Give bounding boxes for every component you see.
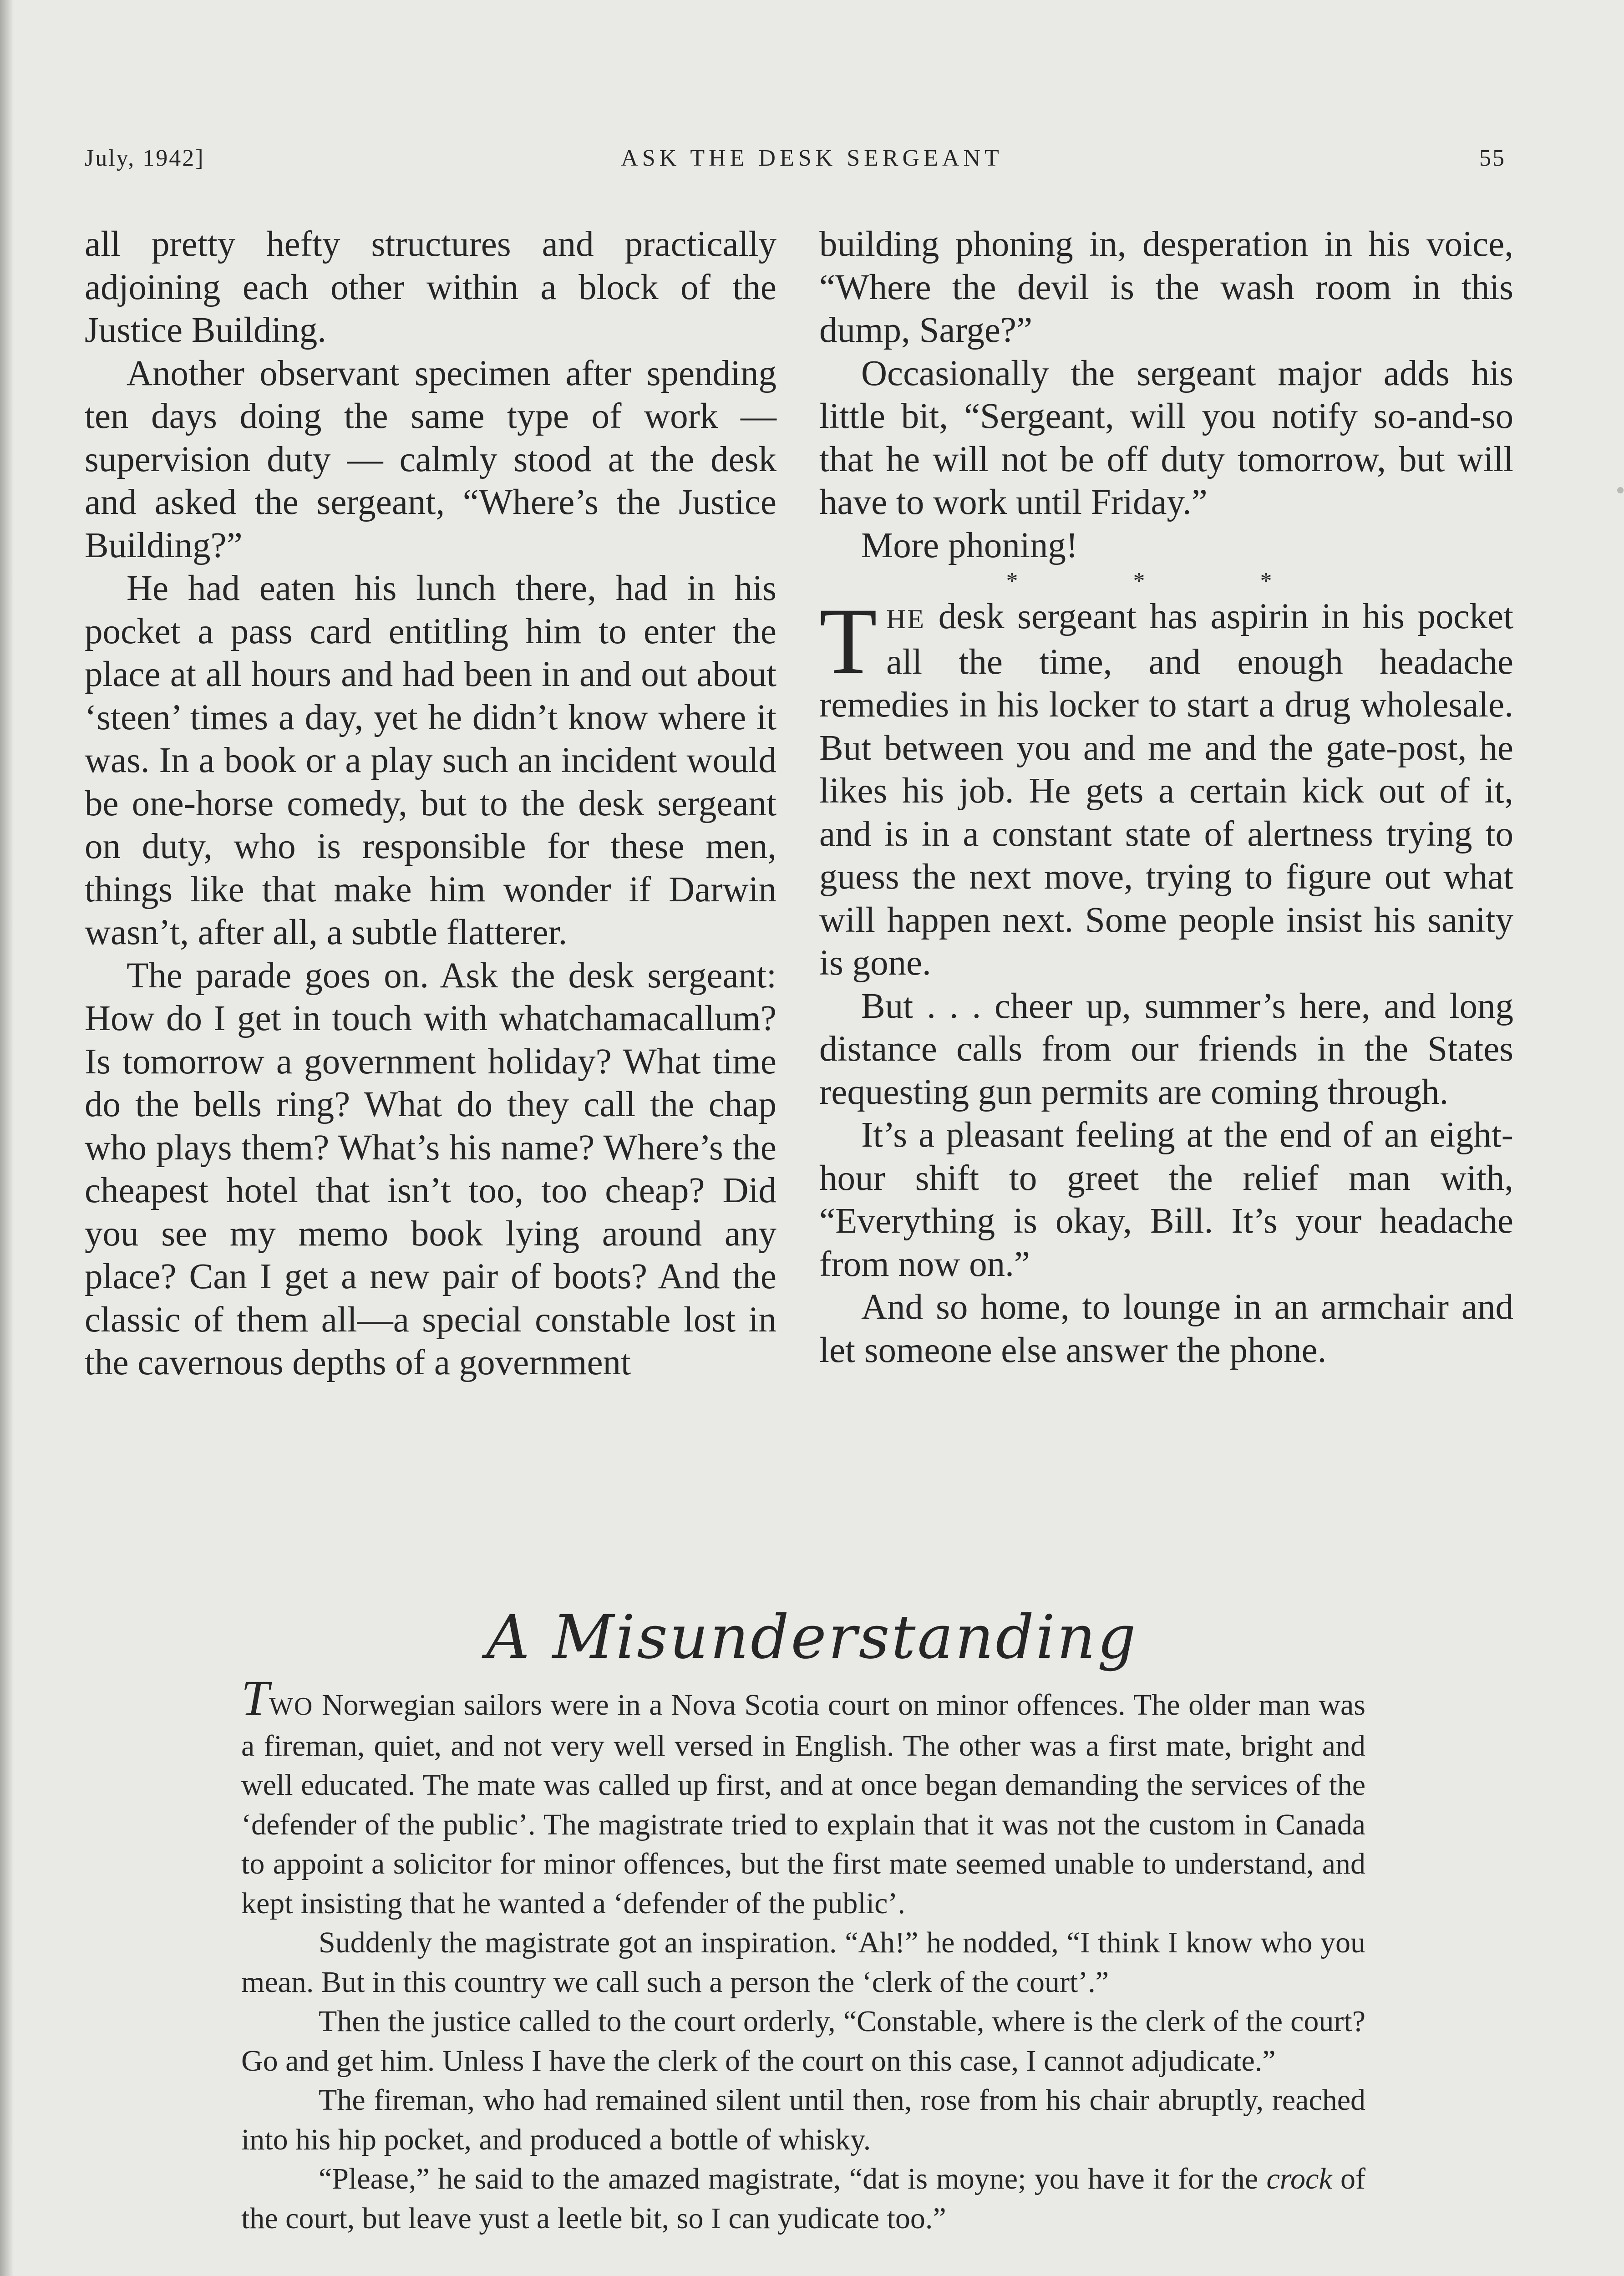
paragraph: Occasionally the sergeant major adds his little bit, “Sergeant, will you notify so-and-so that he will not be off duty tomorrow, but will have to work until Friday.” <box>819 353 1513 522</box>
story-title: A Misunderstanding <box>486 1602 1138 1672</box>
story-paragraph: Then the justice called to the court orderly, “Constable, where is the clerk of the court? Go and get him. Unless I have the clerk of the court on this case, I cannot adjudicate.” <box>241 2005 1365 2078</box>
smallcaps-lead: HE <box>886 604 926 634</box>
page-spine-shadow <box>0 0 14 2276</box>
paragraph: building phoning in, desperation in his voice, “Where the devil is the wash room in this dump, Sarge?” <box>819 224 1513 350</box>
story-text: “Please,” he said to the amazed magistrate, “dat is moyne; you have it for the <box>319 2162 1267 2195</box>
dropcap-paragraph <box>819 589 1513 985</box>
story-text: of the court, but leave yust a leetle bit, so I can yudicate too.” <box>241 2162 1365 2235</box>
paragraph: The parade goes on. Ask the desk sergeant: How do I get in touch with whatchamacallum? Is tomorrow a government holiday? What time do the bells ring? What do they call the chap who plays them? What’s his name? Where’s the cheapest hotel that isn’t too, too cheap? Did you see my memo book lying around any place? Can I get a new pair of boots? And the classic of them all—a special constable lost in the cavernous depths of a government <box>85 955 776 1382</box>
header-title: ASK THE DESK SERGEANT <box>621 145 1003 171</box>
header-page-number: 55 <box>1479 145 1506 171</box>
story-initial: T <box>241 1670 269 1726</box>
story-body <box>241 1670 1365 2238</box>
section-separator: * * * <box>1006 568 1327 594</box>
page-edge-mark <box>1617 487 1624 493</box>
story-italic-word: crock <box>1266 2162 1332 2195</box>
story-smallcaps: WO <box>269 1692 314 1721</box>
paragraph-text: desk sergeant has aspirin in his pocket all the time, and enough headache remedies in his locker to start a drug wholesale. But between you and me and the gate-post, he likes his job. He gets a certain kick out of it, and is in a constant state of alertness trying to guess the next move, trying to figure out what will happen next. Some people insist his sanity is gone. <box>819 597 1513 983</box>
paragraph: More phoning! <box>861 525 1078 565</box>
left-column <box>85 223 776 1385</box>
story-paragraph: Suddenly the magistrate got an inspiration. “Ah!” he nodded, “I think I know who you mean. But in this country we call such a person the ‘clerk of the court’.” <box>241 1926 1365 1999</box>
drop-cap: T <box>819 589 878 693</box>
paragraph: But . . . cheer up, summer’s here, and long distance calls from our friends in the States requesting gun permits are coming through. <box>819 986 1513 1112</box>
paragraph: He had eaten his lunch there, had in his pocket a pass card entitling him to enter the place at all hours and had been in and out about ‘steen’ times a day, yet he didn’t know where it was. In a book or a play such an incident would be one-horse comedy, but to the desk sergeant on duty, who is responsible for these men, things like that make him wonder if Darwin wasn’t, after all, a subtle flatterer. <box>85 569 776 952</box>
story-paragraph <box>241 1670 1365 1923</box>
header-date: July, 1942] <box>85 145 205 171</box>
story-text: Norwegian sailors were in a Nova Scotia court on minor offences. The older man was a fireman, quiet, and not very well versed in English. The other was a first mate, bright and well educated. The mate was called up first, and at once began demanding the services of the ‘defender of the public’. The magistrate tried to explain that it was not the custom in Canada to appoint a solicitor for minor offences, but the first mate seemed unable to understand, and kept insisting that he wanted a ‘defender of the public’. <box>241 1688 1365 1920</box>
paragraph: It’s a pleasant feeling at the end of an eight-hour shift to greet the relief man with, “Everything is okay, Bill. It’s your headache from now on.” <box>819 1115 1513 1284</box>
paragraph: And so home, to lounge in an armchair and let someone else answer the phone. <box>819 1287 1513 1370</box>
paragraph: all pretty hefty structures and practically adjoining each other within a block of the Justice Building. <box>85 224 776 350</box>
story-paragraph <box>241 2159 1365 2238</box>
right-column <box>819 223 1513 1372</box>
paragraph: Another observant specimen after spending ten days doing the same type of work — supervision duty — calmly stood at the desk and asked the sergeant, “Where’s the Justice Building?” <box>85 353 776 565</box>
story-paragraph: The fireman, who had remained silent until then, rose from his chair abruptly, reached into his hip pocket, and produced a bottle of whisky. <box>241 2083 1365 2156</box>
